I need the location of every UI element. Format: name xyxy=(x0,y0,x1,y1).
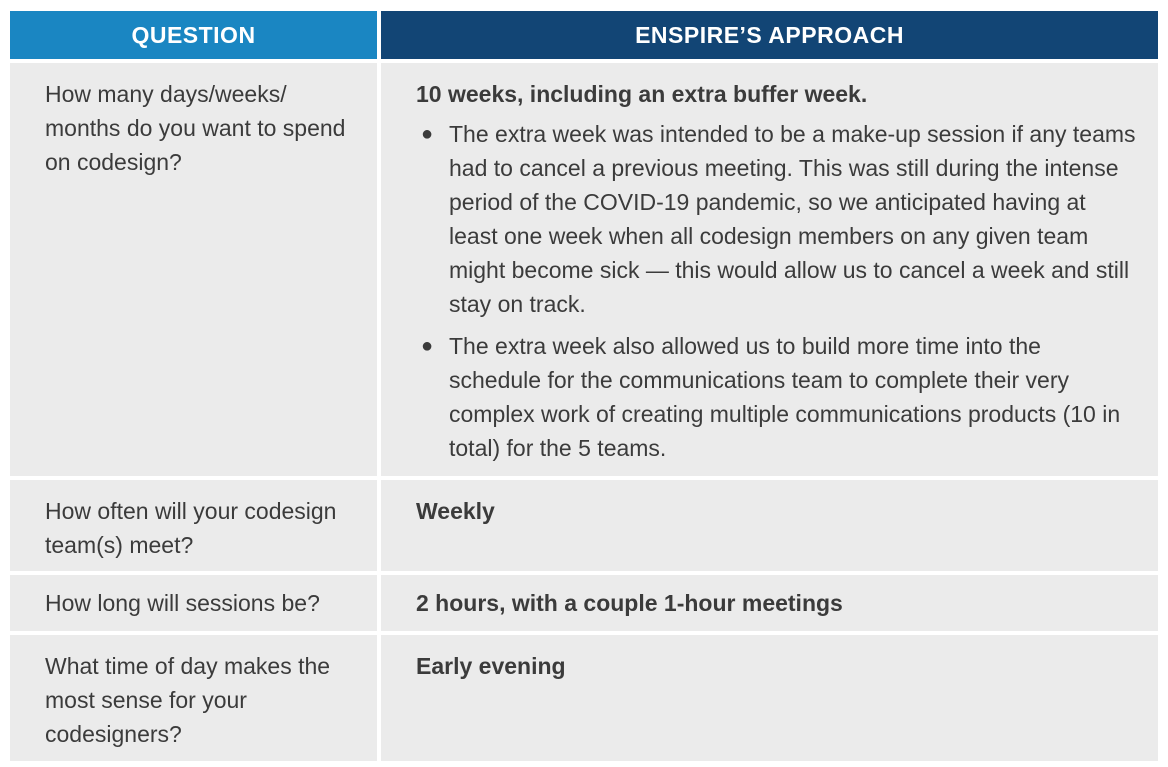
table-row xyxy=(10,63,1158,476)
codesign-planning-table xyxy=(10,11,1158,765)
approach-bullet-list xyxy=(381,117,1158,465)
bullet-icon: ● xyxy=(421,123,434,145)
question-cell xyxy=(10,480,377,571)
approach-answer: Weekly xyxy=(416,498,495,524)
question-cell xyxy=(10,575,377,631)
bullet-item xyxy=(416,329,1138,465)
bullet-text: The extra week was intended to be a make-up session if any teams had to cancel a previous meeting. This was still during the intense period of the COVID-19 pandemic, so we anticipated having at least one week when all codesign members on any given team might become sick — this would allow us to cancel a week and still stay on track. xyxy=(449,121,1136,317)
bullet-item xyxy=(416,117,1138,321)
approach-cell xyxy=(381,575,1158,631)
table-header-row xyxy=(10,11,1158,59)
question-text: How many days/weeks/ months do you want to spend on codesign? xyxy=(45,81,346,175)
approach-header-label: ENSPIRE’S APPROACH xyxy=(635,21,904,48)
table-row xyxy=(10,575,1158,631)
approach-answer: Early evening xyxy=(416,653,566,679)
table-row xyxy=(10,480,1158,571)
question-column-header xyxy=(10,11,377,59)
approach-cell xyxy=(381,480,1158,571)
approach-cell xyxy=(381,635,1158,761)
question-text: How long will sessions be? xyxy=(45,590,320,616)
question-cell xyxy=(10,635,377,761)
question-cell xyxy=(10,63,377,476)
table-row xyxy=(10,635,1158,761)
question-text: What time of day makes the most sense for your codesigners? xyxy=(45,653,331,747)
question-text: How often will your codesign team(s) meet? xyxy=(45,498,337,558)
bullet-text: The extra week also allowed us to build more time into the schedule for the communications team to complete their very complex work of creating multiple communications products (10 in total) for the 5 teams. xyxy=(449,333,1121,461)
question-header-label: QUESTION xyxy=(131,21,256,48)
approach-answer: 10 weeks, including an extra buffer week. xyxy=(416,81,868,107)
bullet-icon: ● xyxy=(421,335,434,357)
approach-cell xyxy=(381,63,1158,476)
approach-column-header xyxy=(381,11,1158,59)
approach-answer: 2 hours, with a couple 1-hour meetings xyxy=(416,590,843,616)
